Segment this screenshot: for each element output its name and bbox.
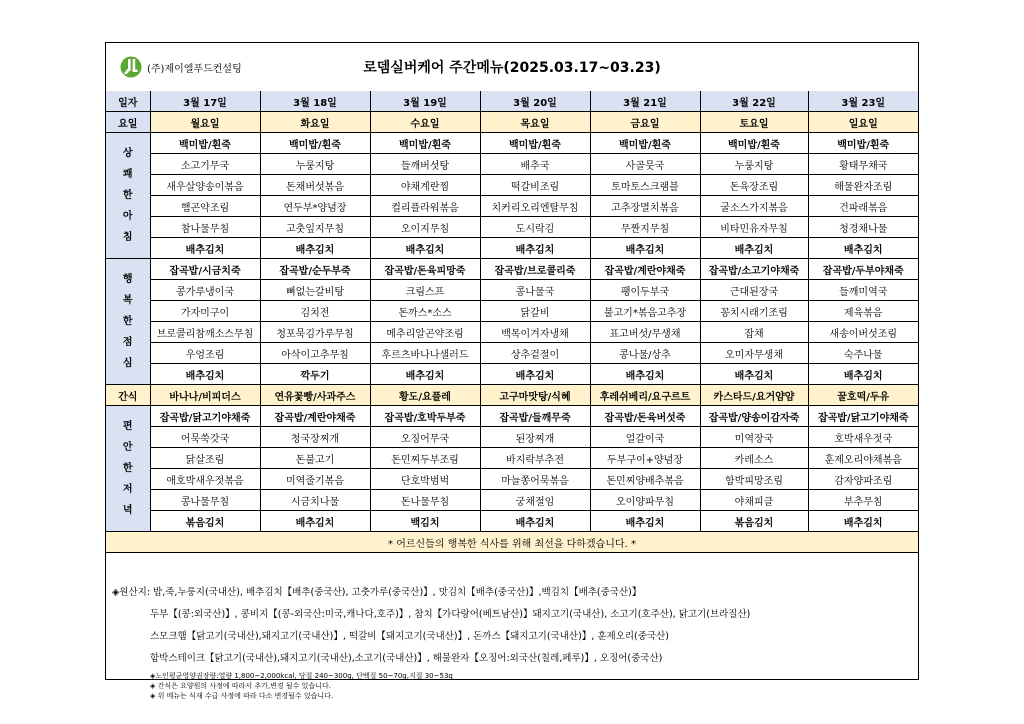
breakfast-item: 백미밥/흰죽 [590, 133, 700, 154]
lunch-label-char: 점 [122, 337, 133, 348]
snack-label: 간식 [106, 385, 150, 406]
lunch-item: 우엉조림 [150, 343, 260, 364]
dinner-item: 볶음김치 [700, 511, 808, 532]
breakfast-row [106, 175, 918, 196]
lunch-item: 크림스프 [370, 280, 480, 301]
lunch-item: 배추김치 [590, 364, 700, 385]
dinner-label [106, 406, 150, 532]
snack-item: 카스타드/요거얌얌 [700, 385, 808, 406]
dinner-item: 배추김치 [808, 511, 918, 532]
dinner-item: 호박새우젓국 [808, 427, 918, 448]
lunch-item: 김치전 [260, 301, 370, 322]
origin-line: 함박스테이크【닭고기(국내산),돼지고기(국내산),소고기(국내산)】, 해물완자【오징어:외국산(칠레,페루)】, 오징어(중국산) [150, 653, 663, 664]
lunch-item: 배추김치 [370, 364, 480, 385]
dinner-item: 잡곡밥/호박두부죽 [370, 406, 480, 427]
lunch-item: 꽁치시래기조림 [700, 301, 808, 322]
lunch-item: 메추리알곤약조림 [370, 322, 480, 343]
lunch-item: 배추김치 [700, 364, 808, 385]
lunch-row [106, 343, 918, 364]
breakfast-item: 새우살양송이볶음 [150, 175, 260, 196]
menu-change-note: ◈ 위 메뉴는 식재 수급 사정에 따라 다소 변경될수 있습니다. [150, 692, 334, 700]
breakfast-row [106, 133, 918, 154]
lunch-row [106, 364, 918, 385]
lunch-item: 새송이버섯조림 [808, 322, 918, 343]
breakfast-item: 연두부*양념장 [260, 196, 370, 217]
breakfast-item: 배추김치 [480, 238, 590, 259]
dinner-item: 돈민찌양배추볶음 [590, 469, 700, 490]
breakfast-item: 배추김치 [700, 238, 808, 259]
breakfast-item: 비타민유자무침 [700, 217, 808, 238]
breakfast-item: 참나물무침 [150, 217, 260, 238]
snack-item: 바나나/비피더스 [150, 385, 260, 406]
dinner-item: 볶음김치 [150, 511, 260, 532]
dinner-item: 미역줄기볶음 [260, 469, 370, 490]
breakfast-label-char: 쾌 [122, 169, 133, 180]
snack-item: 꿀호떡/두유 [808, 385, 918, 406]
dinner-label-char: 한 [122, 463, 133, 474]
breakfast-item: 고춧잎지무침 [260, 217, 370, 238]
dinner-item: 카레소스 [700, 448, 808, 469]
lunch-item: 잡곡밥/소고기야채죽 [700, 259, 808, 280]
dinner-item: 바지락부추전 [480, 448, 590, 469]
lunch-item: 브로콜리참깨소스무침 [150, 322, 260, 343]
lunch-item: 닭갈비 [480, 301, 590, 322]
breakfast-item: 햄곤약조림 [150, 196, 260, 217]
dinner-item: 백김치 [370, 511, 480, 532]
breakfast-item: 청경채나물 [808, 217, 918, 238]
lunch-item: 잡채 [700, 322, 808, 343]
lunch-row [106, 322, 918, 343]
lunch-item: 상추겉절이 [480, 343, 590, 364]
dinner-item: 부추무침 [808, 490, 918, 511]
breakfast-item: 떡갈비조림 [480, 175, 590, 196]
dinner-item: 돈나물무침 [370, 490, 480, 511]
lunch-item: 청포묵김가루무침 [260, 322, 370, 343]
date-cell: 3월 20일 [480, 91, 590, 112]
breakfast-item: 백미밥/흰죽 [480, 133, 590, 154]
breakfast-item: 배추김치 [150, 238, 260, 259]
dinner-item: 어묵쑥갓국 [150, 427, 260, 448]
snack-item: 고구마맛탕/식혜 [480, 385, 590, 406]
breakfast-label-char: 한 [122, 190, 133, 201]
breakfast-item: 들깨버섯탕 [370, 154, 480, 175]
dinner-item: 닭살조림 [150, 448, 260, 469]
snack-item: 연유꽃빵/사과주스 [260, 385, 370, 406]
breakfast-item: 건파래볶음 [808, 196, 918, 217]
dinner-item: 배추김치 [590, 511, 700, 532]
weekday-cell: 월요일 [150, 112, 260, 133]
date-row [106, 91, 918, 112]
lunch-label-char: 한 [122, 316, 133, 327]
dinner-item: 돈민찌두부조림 [370, 448, 480, 469]
lunch-label-char: 복 [122, 295, 133, 306]
lunch-item: 제육볶음 [808, 301, 918, 322]
dinner-label-char: 녁 [122, 505, 133, 516]
breakfast-item: 오이지무침 [370, 217, 480, 238]
dinner-item: 배추김치 [260, 511, 370, 532]
breakfast-item: 고추장멸치볶음 [590, 196, 700, 217]
lunch-item: 잡곡밥/순두부죽 [260, 259, 370, 280]
breakfast-row [106, 238, 918, 259]
breakfast-item: 사골뭇국 [590, 154, 700, 175]
lunch-item: 불고기*볶음고추장 [590, 301, 700, 322]
lunch-item: 잡곡밥/두부야채죽 [808, 259, 918, 280]
lunch-label-char: 행 [122, 274, 133, 285]
title-row [106, 43, 918, 92]
dinner-item: 잡곡밥/돈육버섯죽 [590, 406, 700, 427]
dinner-item: 배추김치 [480, 511, 590, 532]
breakfast-label-char: 아 [122, 211, 133, 222]
dinner-item: 단호박범벅 [370, 469, 480, 490]
date-cell: 3월 22일 [700, 91, 808, 112]
lunch-item: 뼈없는갈비탕 [260, 280, 370, 301]
dinner-item: 잡곡밥/계란야채죽 [260, 406, 370, 427]
dinner-item: 잡곡밥/양송이감자죽 [700, 406, 808, 427]
breakfast-item: 소고기무국 [150, 154, 260, 175]
weekly-menu-table [106, 91, 918, 553]
dinner-row [106, 469, 918, 490]
weekday-cell: 목요일 [480, 112, 590, 133]
weekday-label: 요일 [106, 112, 150, 133]
page-title: 로뎀실버케어 주간메뉴(2025.03.17~03.23) [363, 60, 661, 76]
lunch-label-char: 심 [122, 358, 133, 369]
weekday-cell: 수요일 [370, 112, 480, 133]
dinner-item: 훈제오리야채볶음 [808, 448, 918, 469]
breakfast-item: 무짠지무침 [590, 217, 700, 238]
breakfast-item: 배추김치 [808, 238, 918, 259]
dinner-label-char: 저 [122, 484, 133, 495]
dinner-item: 콩나물무침 [150, 490, 260, 511]
lunch-item: 배추김치 [480, 364, 590, 385]
breakfast-item: 도시락김 [480, 217, 590, 238]
origin-line: ◈원산지: 밥,죽,누룽지(국내산), 배추김치【배추(중국산), 고춧가루(중국산)】, 맛김치【배추(중국산)】,백김치【배추(중국산)】 [112, 587, 642, 598]
snack-item: 후레쉬베리/요구르트 [590, 385, 700, 406]
dinner-item: 미역장국 [700, 427, 808, 448]
dinner-item: 애호박새우젓볶음 [150, 469, 260, 490]
lunch-item: 잡곡밥/브로콜리죽 [480, 259, 590, 280]
breakfast-item: 해물완자조림 [808, 175, 918, 196]
lunch-item: 잡곡밥/시금치죽 [150, 259, 260, 280]
dinner-item: 얼갈이국 [590, 427, 700, 448]
notice-row [106, 532, 918, 553]
breakfast-item: 백미밥/흰죽 [260, 133, 370, 154]
origin-line: 스모크햄【닭고기(국내산),돼지고기(국내산)】, 떡갈비【돼지고기(국내산)】, 돈까스【돼지고기(국내산)】, 훈제오리(중국산) [150, 631, 669, 642]
dinner-item: 잡곡밥/닭고기야채죽 [150, 406, 260, 427]
dinner-row [106, 490, 918, 511]
breakfast-item: 돈채버섯볶음 [260, 175, 370, 196]
date-cell: 3월 19일 [370, 91, 480, 112]
date-cell: 3월 17일 [150, 91, 260, 112]
dinner-row [106, 427, 918, 448]
breakfast-item: 배추김치 [370, 238, 480, 259]
lunch-item: 깍두기 [260, 364, 370, 385]
lunch-item: 배추김치 [808, 364, 918, 385]
date-label: 일자 [106, 91, 150, 112]
weekday-cell: 토요일 [700, 112, 808, 133]
date-cell: 3월 23일 [808, 91, 918, 112]
dinner-item: 청국장찌개 [260, 427, 370, 448]
breakfast-row [106, 217, 918, 238]
lunch-item: 콩나물/상추 [590, 343, 700, 364]
breakfast-item: 백미밥/흰죽 [370, 133, 480, 154]
lunch-row [106, 280, 918, 301]
weekday-cell: 화요일 [260, 112, 370, 133]
breakfast-item: 배추김치 [590, 238, 700, 259]
breakfast-row [106, 154, 918, 175]
breakfast-item: 컬리플라워볶음 [370, 196, 480, 217]
breakfast-item: 돈육장조림 [700, 175, 808, 196]
lunch-item: 아삭이고추무침 [260, 343, 370, 364]
weekday-cell: 일요일 [808, 112, 918, 133]
menu-sheet [105, 42, 919, 700]
lunch-item: 콩나물국 [480, 280, 590, 301]
breakfast-item: 굴소스가지볶음 [700, 196, 808, 217]
dinner-item: 잡곡밥/들깨무죽 [480, 406, 590, 427]
date-cell: 3월 18일 [260, 91, 370, 112]
lunch-item: 표고버섯/무생채 [590, 322, 700, 343]
dinner-row [106, 511, 918, 532]
lunch-row [106, 301, 918, 322]
breakfast-item: 백미밥/흰죽 [700, 133, 808, 154]
lunch-item: 팽이두부국 [590, 280, 700, 301]
breakfast-item: 치커리오리엔탈무침 [480, 196, 590, 217]
breakfast-label [106, 133, 150, 259]
dinner-item: 시금치나물 [260, 490, 370, 511]
lunch-item: 들깨미역국 [808, 280, 918, 301]
dinner-item: 오이양파무침 [590, 490, 700, 511]
lunch-item: 콩가루냉이국 [150, 280, 260, 301]
breakfast-item: 누룽지탕 [700, 154, 808, 175]
breakfast-item: 야채계란찜 [370, 175, 480, 196]
dinner-item: 마늘쫑어묵볶음 [480, 469, 590, 490]
breakfast-label-char: 상 [122, 148, 133, 159]
dinner-item: 오징어무국 [370, 427, 480, 448]
dinner-item: 함박피망조림 [700, 469, 808, 490]
dinner-label-char: 편 [122, 421, 133, 432]
breakfast-item: 배추국 [480, 154, 590, 175]
lunch-label [106, 259, 150, 385]
lunch-item: 백목이겨자냉채 [480, 322, 590, 343]
breakfast-item: 황태무채국 [808, 154, 918, 175]
dinner-item: 잡곡밥/닭고기야채죽 [808, 406, 918, 427]
dinner-row [106, 448, 918, 469]
lunch-item: 돈까스*소스 [370, 301, 480, 322]
lunch-item: 근대된장국 [700, 280, 808, 301]
breakfast-item: 토마토스크램블 [590, 175, 700, 196]
dinner-item: 돈불고기 [260, 448, 370, 469]
dinner-row [106, 406, 918, 427]
dinner-label-char: 안 [122, 442, 133, 453]
date-cell: 3월 21일 [590, 91, 700, 112]
dinner-item: 궁채절임 [480, 490, 590, 511]
snack-row [106, 385, 918, 406]
lunch-item: 잡곡밥/계란야채죽 [590, 259, 700, 280]
lunch-item: 배추김치 [150, 364, 260, 385]
dinner-item: 두부구이+양념장 [590, 448, 700, 469]
lunch-item: 숙주나물 [808, 343, 918, 364]
nutrition-note: ◈노인평균영양권장량:열량 1,800~2,000kcal, 당질 240~300g, 단백질 50~70g,지질 30~53g [150, 672, 453, 680]
snack-item: 황도/요플레 [370, 385, 480, 406]
weekday-row [106, 112, 918, 133]
breakfast-item: 백미밥/흰죽 [150, 133, 260, 154]
dinner-item: 야채피클 [700, 490, 808, 511]
notice-text: * 어르신들의 행복한 식사를 위해 최선을 다하겠습니다. * [106, 532, 918, 553]
dinner-item: 된장찌개 [480, 427, 590, 448]
breakfast-item: 누룽지탕 [260, 154, 370, 175]
breakfast-label-char: 침 [122, 232, 133, 243]
weekday-cell: 금요일 [590, 112, 700, 133]
lunch-row [106, 259, 918, 280]
lunch-item: 잡곡밥/돈육피망죽 [370, 259, 480, 280]
snack-note: ◈ 간식은 요양원의 사정에 따라서 추가,변경 될수 있습니다. [150, 682, 331, 690]
company-name: (주)제이엘푸드컨설팅 [147, 64, 242, 75]
breakfast-row [106, 196, 918, 217]
lunch-item: 후르츠바나나샐러드 [370, 343, 480, 364]
lunch-item: 오미자무생채 [700, 343, 808, 364]
breakfast-item: 백미밥/흰죽 [808, 133, 918, 154]
lunch-item: 가자미구이 [150, 301, 260, 322]
breakfast-item: 배추김치 [260, 238, 370, 259]
origin-line: 두부【(콩:외국산)】, 콩비지【(콩-외국산:미국,캐나다,호주)】, 참치【가다랑어(베트남산)】돼지고기(국내산), 소고기(호주산), 닭고기(브라질산) [150, 609, 751, 620]
dinner-item: 감자양파조림 [808, 469, 918, 490]
